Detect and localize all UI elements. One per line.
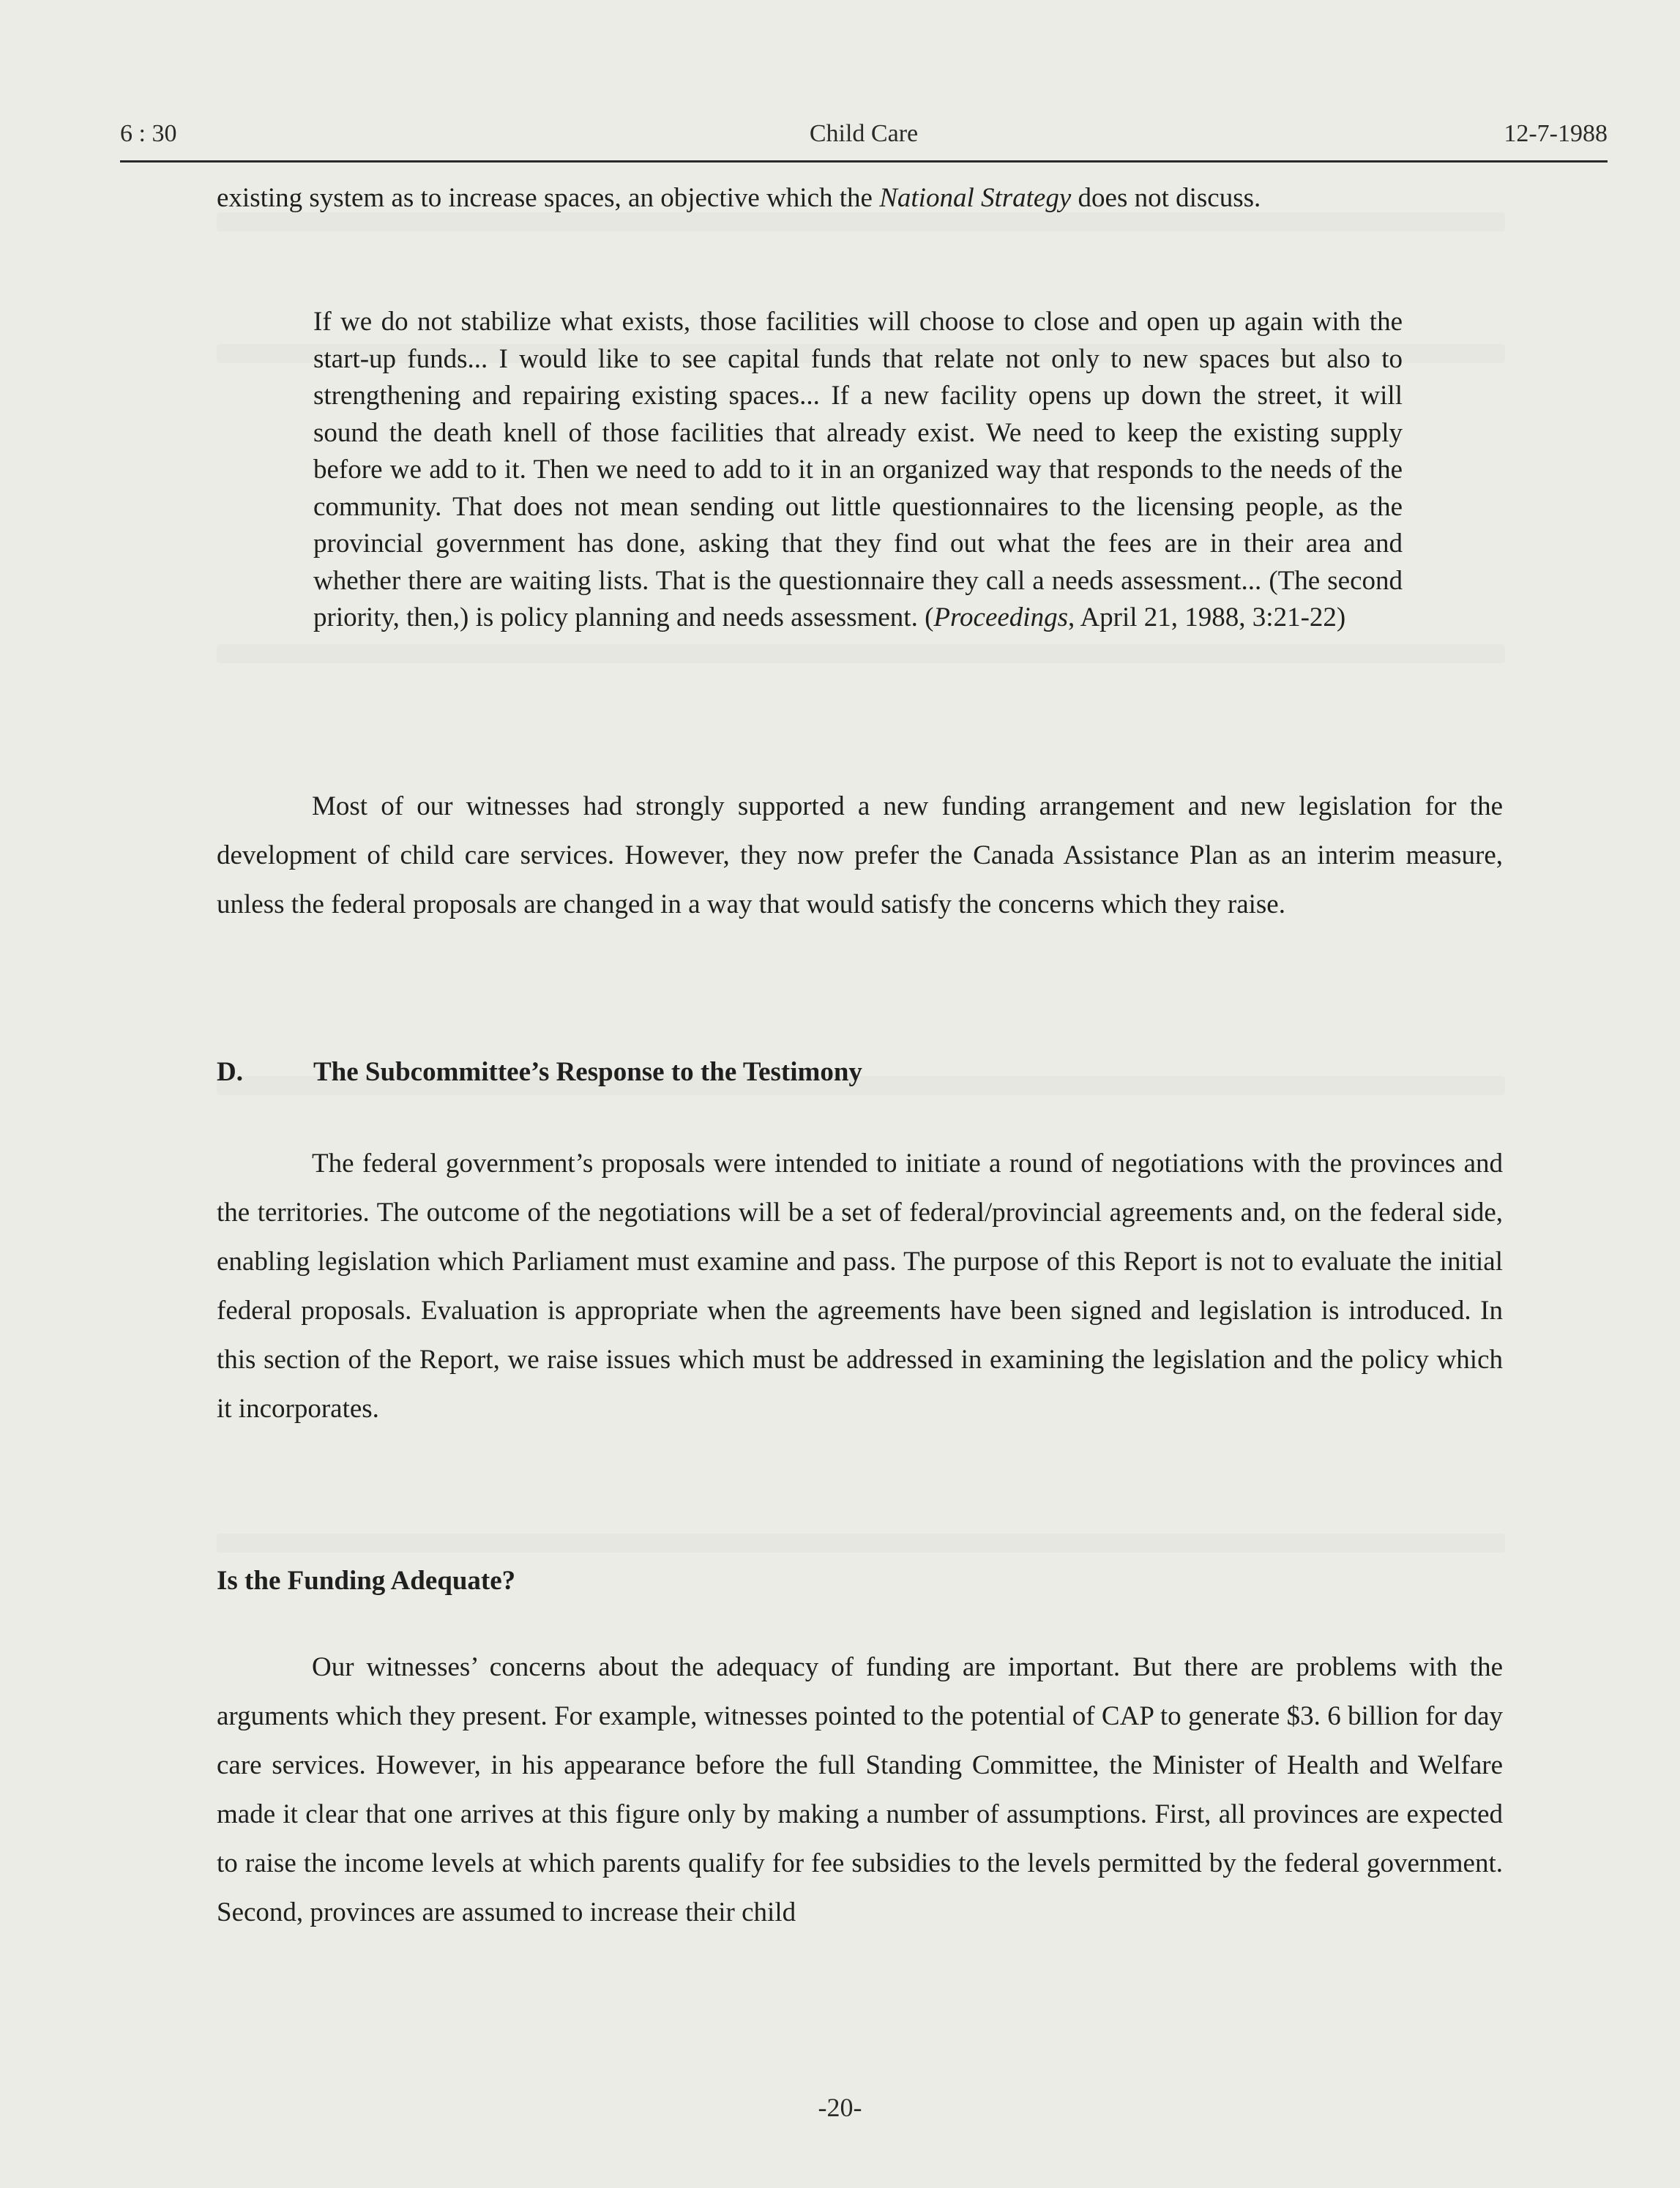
paragraph-text: does not discuss. [1071, 183, 1261, 213]
italic-title: National Strategy [879, 183, 1072, 213]
paragraph: Most of our witnesses had strongly supported a new funding arrangement and new legislation for the development of child care services. However, they now prefer the Canada Assistance Plan as an interim measure, unless the federal proposals are changed in a way that would satisfy the concerns which they raise. [217, 791, 1503, 919]
document-date: 12-7-1988 [1504, 120, 1608, 147]
bleed-through [217, 644, 1505, 663]
page-number: -20- [818, 2093, 862, 2122]
section-letter: D. [217, 1057, 243, 1087]
bleed-through [217, 1534, 1505, 1553]
paragraph-text: existing system as to increase spaces, an objective which the [217, 183, 880, 213]
section-title: The Subcommittee’s Response to the Testimony [313, 1057, 862, 1087]
section-heading [217, 1056, 862, 1088]
header-rule [120, 160, 1608, 163]
running-header [120, 120, 1608, 157]
paragraph: Our witnesses’ concerns about the adequacy of funding are important. But there are problems with the arguments which they present. For example, witnesses pointed to the potential of CAP to generate $3. 6 billion for day care services. However, in his appearance before the full Standing Committee, the Minister of Health and Welfare made it clear that one arrives at this figure only by making a number of assumptions. First, all provinces are expected to raise the income levels at which parents qualify for fee subsidies to the levels permitted by the federal government. Second, provinces are assumed to increase their child [217, 1652, 1503, 1927]
section-number: 6 : 30 [120, 120, 177, 147]
subheading: Is the Funding Adequate? [217, 1566, 516, 1596]
quote-text: If we do not stabilize what exists, those facilities will choose to close and open up again with the start-up funds... I would like to see capital funds that relate not only to new spaces but also to strengthening and repairing existing spaces... If a new facility opens up down the street, it will sound the death knell of those facilities that already exist. We need to keep the existing supply before we add to it. Then we need to add to it in an organized way that responds to the needs of the community. That does not mean sending out little questionnaires to the licensing people, as the provincial government has done, asking that they find out what the fees are in their area and whether there are waiting lists. That is the questionnaire they call a needs assessment... (The second priority, then,) is policy planning and needs assessment. ( [313, 307, 1403, 632]
paragraph: The federal government’s proposals were intended to initiate a round of negotiations with the provinces and the territories. The outcome of the negotiations will be a set of federal/provincial agreements and, on the federal side, enabling legislation which Parliament must examine and pass. The purpose of this Report is not to evaluate the initial federal proposals. Evaluation is appropriate when the agreements have been signed and legislation is introduced. In this section of the Report, we raise issues which must be addressed in examining the legislation and the policy which it incorporates. [217, 1149, 1503, 1424]
block-quote [313, 304, 1403, 637]
document-title: Child Care [809, 120, 919, 147]
quote-citation: , April 21, 1988, 3:21-22) [1067, 602, 1346, 632]
paragraph-continued [217, 173, 1503, 223]
italic-citation: Proceedings [933, 602, 1068, 632]
